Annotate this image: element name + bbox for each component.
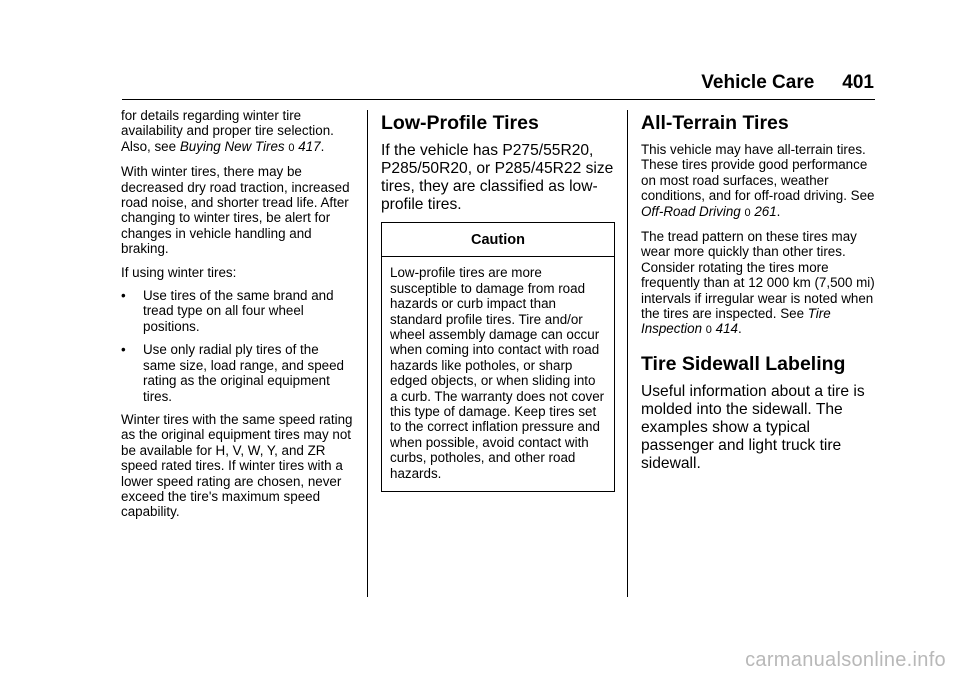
section-heading: All-Terrain Tires bbox=[641, 112, 789, 134]
bullet-icon: • bbox=[121, 288, 126, 304]
column-right bbox=[641, 108, 875, 481]
page-number: 401 bbox=[842, 72, 874, 93]
caution-title: Caution bbox=[382, 223, 614, 257]
paragraph: If using winter tires: bbox=[121, 264, 237, 280]
column-divider bbox=[627, 110, 628, 597]
page-ref-icon: 0 bbox=[744, 206, 751, 219]
page-ref[interactable]: 414 bbox=[715, 321, 738, 337]
caution-text: Low-profile tires are more susceptible to damage from road hazards or curb impact than standard profile tires. Tire and/or wheel assembly damage can occur when coming into contact with road hazards like potholes, or sharp edged objects, or when sliding into a curb. The warranty does not cover this type of damage. Keep tires set to the correct inflation pressure and when possible, avoid contact with curbs, potholes, and other road hazards. bbox=[390, 265, 605, 481]
column-middle bbox=[381, 108, 615, 492]
column-left bbox=[121, 108, 355, 528]
page-ref[interactable]: 417 bbox=[298, 138, 321, 154]
caution-box bbox=[381, 222, 615, 492]
list-item: • Use tires of the same brand and tread type on all four wheel positions. bbox=[121, 288, 334, 334]
section-heading: Low-Profile Tires bbox=[381, 112, 539, 134]
list-item: • Use only radial ply tires of the same size, load range, and speed rating as the original equipment tires. bbox=[121, 342, 344, 404]
section-heading: Tire Sidewall Labeling bbox=[641, 352, 846, 375]
bullet-icon: • bbox=[121, 342, 126, 358]
watermark: carmanualsonline.info bbox=[745, 649, 946, 671]
paragraph: for details regarding winter tire availability and proper tire selection. Also, see Buying New Tires 0 417. bbox=[121, 108, 334, 154]
header-rule bbox=[122, 99, 875, 100]
cross-ref-link[interactable]: Off-Road Driving bbox=[641, 203, 741, 219]
cross-ref-link[interactable]: Buying New Tires bbox=[179, 138, 285, 154]
paragraph: The tread pattern on these tires may wear more quickly than other tires. Consider rotating the tires more frequently than at 12 000 km (7,500 mi) intervals if irregular wear is noted when the tires are inspected. See Tire Inspection 0 414. bbox=[641, 229, 875, 337]
page-ref-icon: 0 bbox=[288, 141, 295, 154]
page-header bbox=[701, 72, 874, 94]
cross-ref-link[interactable]: Tire Inspection bbox=[641, 306, 831, 337]
lead-paragraph: Useful information about a tire is molded into the sidewall. The examples show a typical passenger and light truck tire sidewall. bbox=[641, 382, 865, 472]
paragraph: With winter tires, there may be decreased dry road traction, increased road noise, and shorter tread life. After changing to winter tires, be alert for changes in vehicle handling and braking. bbox=[121, 164, 350, 257]
page-ref[interactable]: 261 bbox=[754, 203, 777, 219]
column-divider bbox=[367, 110, 368, 597]
lead-paragraph: If the vehicle has P275/55R20, P285/50R20, or P285/45R22 size tires, they are classified as low-profile tires. bbox=[381, 142, 614, 213]
paragraph: Winter tires with the same speed rating as the original equipment tires may not be available for H, V, W, Y, and ZR speed rated tires. If winter tires with a lower speed rating are chosen, never exceed the tire's maximum speed capability. bbox=[121, 411, 353, 520]
paragraph: This vehicle may have all-terrain tires. These tires provide good performance on most road surfaces, weather conditions, and for off-road driving. See Off-Road Driving 0 261. bbox=[641, 142, 875, 219]
page-ref-icon: 0 bbox=[705, 324, 712, 337]
section-title: Vehicle Care bbox=[701, 72, 815, 93]
